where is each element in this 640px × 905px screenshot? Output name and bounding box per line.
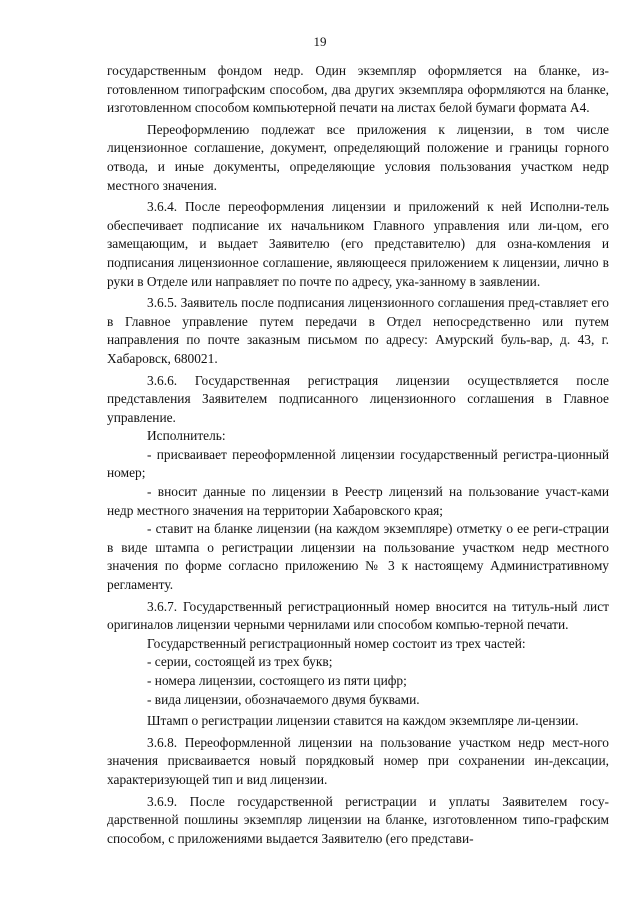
paragraph: 3.6.6. Государственная регистрация лицензии осуществляется после представления Заявителем подписанного лицензионного соглашения в Главное управление. [107,372,609,425]
paragraph: Переоформлению подлежат все приложения к лицензии, в том числе лицензионное соглашение, документ, определяющий положение и границы горного отвода, и иные документы, определяющие условия пользования участком недр местного значения. [107,121,609,193]
list-item: - серии, состоящей из трех букв; [147,654,333,670]
paragraph: 3.6.4. После переоформления лицензии и приложений к ней Исполни-тель обеспечивает подписание их начальником Главного управления или ли-цом, его замещающим, и выдает Заявителю (его представителю) для озна-комления и подписания лицензионное соглашение, являющееся приложением к лицензии, лично в руки в Отделе или направляет по почте по адресу, ука-занному в заявлении. [107,199,609,289]
paragraph: государственным фондом недр. Один экземпляр оформляется на бланке, из-готовленном типографским способом, два других экземпляра оформляются на бланке, изготовленном способом компьютерной печати на листах белой бумаги формата А4. [107,63,609,116]
paragraph: 3.6.7. Государственный регистрационный номер вносится на титуль-ный лист оригиналов лицензии черными чернилами или способом компью-терной печати. [107,598,609,633]
paragraph: Штамп о регистрации лицензии ставится на каждом экземпляре ли-цензии. [147,713,579,729]
paragraph: 3.6.5. Заявитель после подписания лицензионного соглашения пред-ставляет его в Главное управление путем передачи в Отдел непосредственно или путем направления по почте заказным письмом по адресу: Амурский буль-вар, д. 43, г. Хабаровск, 680021. [107,295,609,366]
document-body [107,62,609,848]
paragraph: 3.6.8. Переоформленной лицензии на пользование участком недр мест-ного значения присваивается новый порядковый номер при сохранении ин-дексации, характеризующей тип и вид лицензии. [107,734,609,787]
list-item: - вида лицензии, обозначаемого двумя буквами. [147,691,420,707]
paragraph: Исполнитель: [147,428,226,444]
list-item: - номера лицензии, состоящего из пяти цифр; [147,673,407,688]
list-item: - ставит на бланке лицензии (на каждом экземпляре) отметку о ее реги-страции в виде штампа о регистрации лицензии на пользование участком недр местного значения по форме согласно приложению № 3 к настоящему Административному регламенту. [107,521,609,593]
list-item: - присваивает переоформленной лицензии государственный регистра-ционный номер; [107,446,609,481]
paragraph: Государственный регистрационный номер состоит из трех частей: [147,635,526,651]
page-number: 19 [313,34,327,49]
list-item: - вносит данные по лицензии в Реестр лицензий на пользование участ-ками недр местного значения на территории Хабаровского края; [107,484,609,518]
paragraph: 3.6.9. После государственной регистрации и уплаты Заявителем госу-дарственной пошлины экземпляр лицензии на бланке, изготовленном типо-графским способом, с приложениями выдается Заявителю (его представи- [107,793,609,846]
